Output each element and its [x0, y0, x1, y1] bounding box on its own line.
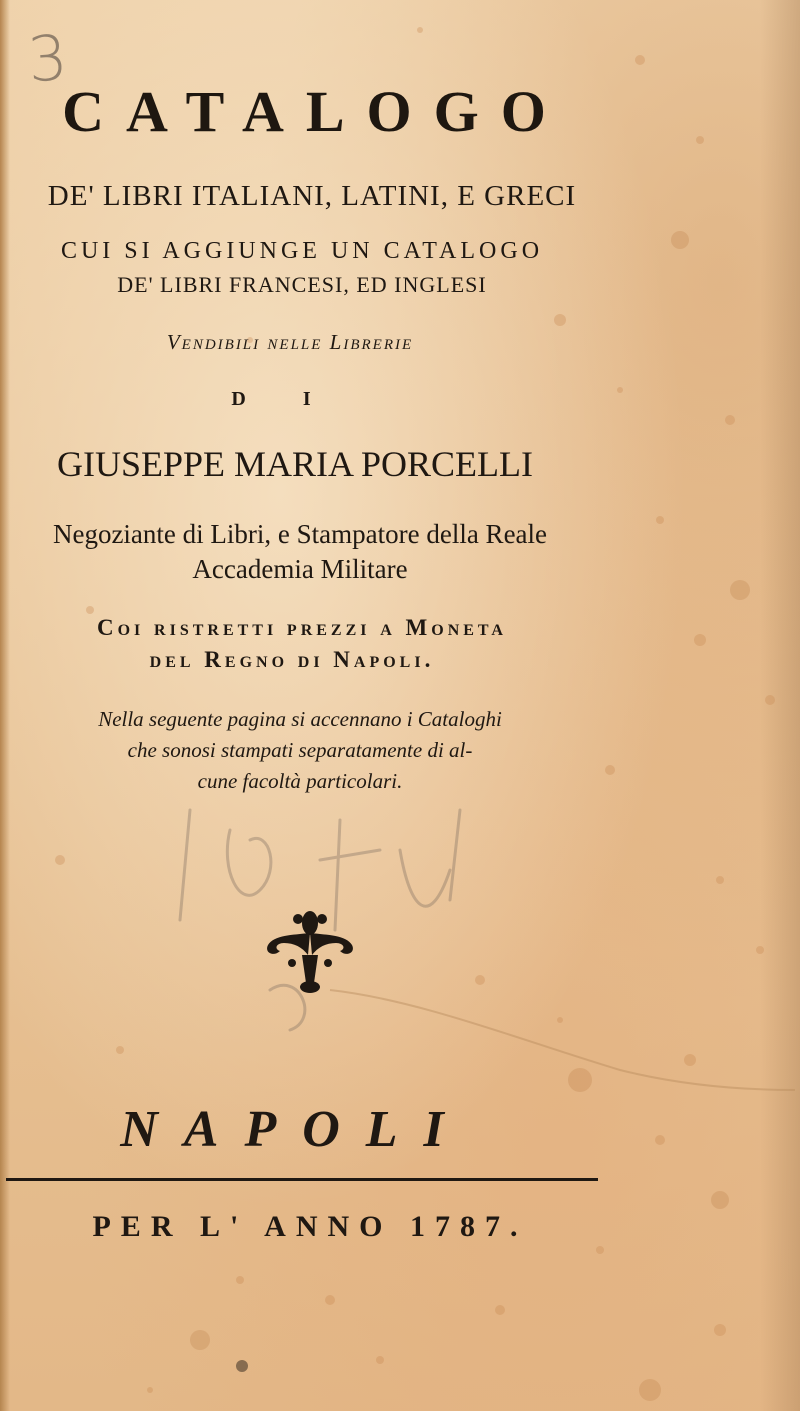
pencil-scrawl	[150, 790, 570, 1070]
note-line-1: Nella seguente pagina si accennano i Cataloghi	[98, 707, 502, 731]
pencil-number: 3	[25, 20, 70, 97]
subtitle-line-1: DE' LIBRI ITALIANI, LATINI, E GRECI	[47, 180, 577, 212]
bookseller-role-line-1: Negoziante di Libri, e Stampatore della Reale	[52, 519, 548, 549]
imprint-year: PER L' ANNO 1787.	[92, 1210, 528, 1243]
subtitle-line-2: CUI SI AGGIUNGE UN CATALOGO	[60, 238, 544, 264]
subtitle-line-3: DE' LIBRI FRANCESI, ED INGLESI	[117, 272, 487, 297]
bookseller-name: GIUSEPPE MARIA PORCELLI	[56, 444, 534, 484]
imprint-rule	[6, 1178, 598, 1181]
fleuron-ornament	[262, 905, 358, 995]
note-line-3: cune facoltà particolari.	[197, 769, 403, 793]
note-line-2: che sonosi stampati separatamente di al-	[127, 738, 473, 762]
note-block	[0, 704, 700, 797]
bookseller-role-line-2: Accademia Militare	[192, 554, 408, 584]
prices-line-2: del Regno di Napoli.	[149, 647, 435, 672]
prices-line-1: Coi ristretti prezzi a Moneta	[97, 615, 507, 640]
di-line: D I	[231, 388, 337, 410]
imprint-city: NAPOLI	[120, 1101, 470, 1158]
vendibili-line: Vendibili nelle Librerie	[166, 330, 414, 354]
page-title: CATALOGO	[62, 79, 568, 144]
